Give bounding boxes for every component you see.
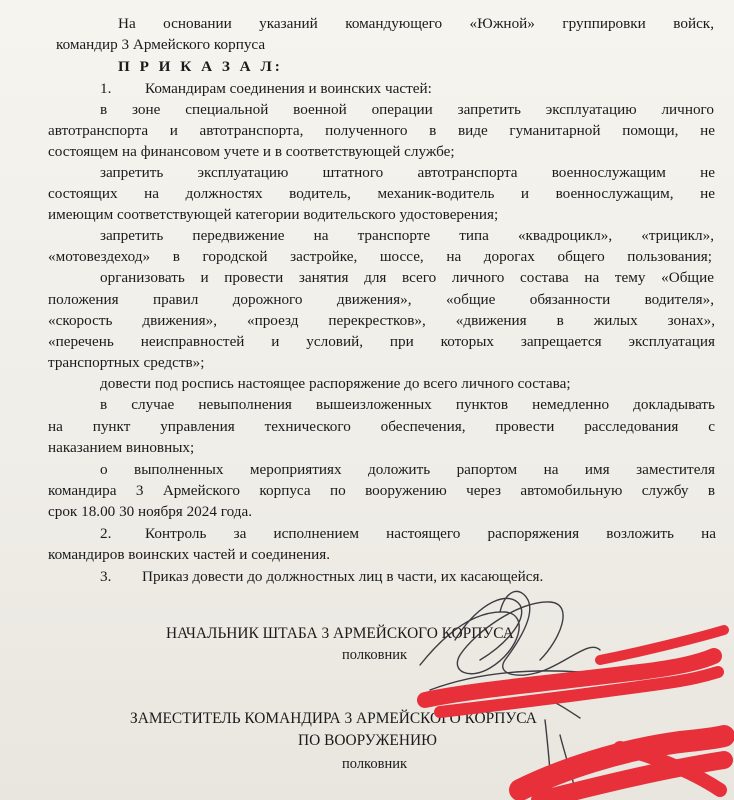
paragraph-line: «мотовездеход» в городской застройке, шоссе, на дорогах общего пользования; [48, 248, 712, 265]
item-2-number: 2. [100, 525, 112, 542]
paragraph-line: состоящих на должностях водитель, механик-водитель и военнослужащим, не [48, 185, 715, 202]
signature-title-armament: ПО ВООРУЖЕНИЮ [298, 732, 437, 749]
paragraph-line: на пункт управления технического обеспечения, провести расследования с [48, 418, 715, 435]
paragraph-line: о выполненных мероприятиях доложить рапортом на имя заместителя [100, 461, 715, 478]
preamble-line-2: командир 3 Армейского корпуса [56, 36, 266, 53]
item-3-number: 3. [100, 568, 112, 585]
paragraph-line: срок 18.00 30 ноября 2024 года. [48, 503, 253, 520]
paragraph-line: запретить эксплуатацию штатного автотранспорта военнослужащим не [100, 164, 715, 181]
paragraph-line: довести под роспись настоящее распоряжение до всего личного состава; [100, 375, 571, 392]
paragraph-line: «перечень неисправностей и условий, при которых запрещается эксплуатация [48, 333, 715, 350]
paragraph-line: состоящем на финансовом учете и в соответствующей службе; [48, 143, 455, 160]
item-1-heading: Командирам соединения и воинских частей: [145, 80, 432, 97]
paragraph-line: наказанием виновных; [48, 439, 195, 456]
paragraph-line: запретить передвижение на транспорте типа «квадроцикл», «трицикл», [100, 227, 714, 244]
paragraph-line: «скорость движения», «проезд перекрестков», «движения в жилых зонах», [48, 312, 715, 329]
paragraph-line: в зоне специальной военной операции запретить эксплуатацию личного [100, 101, 714, 118]
paragraph-line: организовать и провести занятия для всего личного состава на тему «Общие [100, 269, 714, 286]
paragraph-line: положения правил дорожного движения», «общие обязанности водителя», [48, 291, 714, 308]
paragraph-line: автотранспорта и автотранспорта, полученного в виде гуманитарной помощи, не [48, 122, 715, 139]
paragraph-line: в случае невыполнения вышеизложенных пунктов немедленно докладывать [100, 396, 715, 413]
signature-title-chief-of-staff: НАЧАЛЬНИК ШТАБА 3 АРМЕЙСКОГО КОРПУСА [166, 625, 514, 642]
paragraph-line: Приказ довести до должностных лиц в части, их касающейся. [142, 568, 544, 585]
paragraph-line: имеющим соответствующей категории водительского удостоверения; [48, 206, 499, 223]
paragraph-line: транспортных средств»; [48, 354, 205, 371]
signature-rank: полковник [342, 756, 408, 772]
item-1-number: 1. [100, 80, 112, 97]
paragraph-line: командиров воинских частей и соединения. [48, 546, 331, 563]
paragraph-line: Контроль за исполнением настоящего распоряжения возложить на [145, 525, 716, 542]
paragraph-line: командира 3 Армейского корпуса по вооружению через автомобильную службу в [48, 482, 715, 499]
signature-rank: полковник [342, 647, 408, 663]
order-heading: П Р И К А З А Л: [118, 58, 283, 75]
preamble-line-1: На основании указаний командующего «Южной» группировки войск, [118, 15, 714, 32]
signature-title-deputy-commander: ЗАМЕСТИТЕЛЬ КОМАНДИРА 3 АРМЕЙСКОГО КОРПУСА [130, 710, 537, 727]
